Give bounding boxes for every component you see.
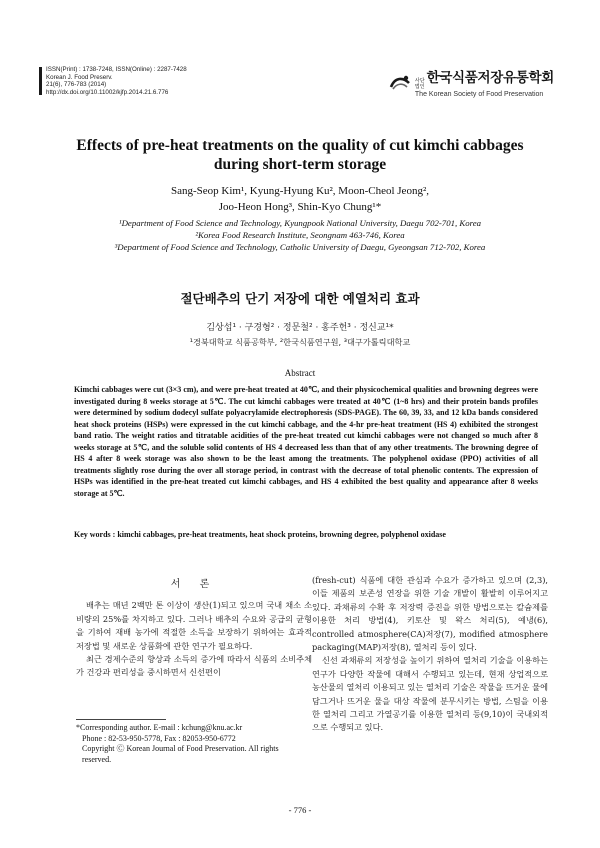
affiliation-list (40, 217, 560, 253)
body-column-right (312, 574, 548, 735)
society-emblem-icon (389, 73, 411, 91)
footnote-corresponding: *Corresponding author. E-mail : kchung@knu.ac.kr (76, 723, 243, 732)
korean-authors: 김상섭¹ · 구경형² · 정문철² · 홍주헌³ · 정신교¹* (206, 323, 394, 333)
title-line: Effects of pre-heat treatments on the quality of cut kimchi cabbages (76, 137, 524, 154)
meta-line-issn: ISSN(Print) : 1738-7248, ISSN(Online) : 2287-7428 (46, 66, 187, 73)
affiliation-3: ³Department of Food Science and Technology, Catholic University of Daegu, Gyeongsan 712-702, Korea (114, 242, 486, 252)
meta-line-journal: Korean J. Food Preserv. (46, 73, 113, 81)
society-name-korean: 한국식품저장유통학회 (426, 70, 554, 86)
meta-bar (39, 67, 42, 95)
abstract-body: Kimchi cabbages were cut (3×3 cm), and were pre-heat treated at 40℃, and their physicochemical qualities and browning degrees were investigated during 8 weeks storage at 5℃. The cut kimchi cabbages were treated at 40℃ (1~8 hrs) and their protein bands profiles were determined by sodium dodecyl sulfate polyacrylamide electrophoresis (SDS-PAGE). The 60, 39, 33, and 12 kDa bands considered heat shock proteins (HSPs) were expressed in the cut kimchi cabbage, and the 4-hr pre-heat treatment (HS 4) exhibited the strongest band ratio. The weight ratios and titratable acidities of the pre-heat treated cut kimchi cabbages were not changed so much after 8 weeks storage at 5℃, and the soluble solid contents of HS 4 decreased less than that of any other treatments. The browning degree of HS 4 after 8 week storage was also shown to be the least among the treatments. The polyphenol oxidase (PPO) activities of all treatments slightly rose during the over all storage period, in contrast with the decrease of total phenolic contents. The expression of HSPs was identified in the pre-heat treated cut kimchi cabbages, and HS 4 exhibited the best quality and appearance after 8 weeks storage at 5℃. (74, 385, 538, 498)
korean-affiliations: ¹경북대학교 식품공학부, ²한국식품연구원, ³대구가톨릭대학교 (189, 337, 411, 347)
body-paragraph: (fresh-cut) 식품에 대한 관심과 수요가 증가하고 있으며 (2,3), 이들 제품의 보존성 연장을 위한 기술 개발이 활발히 이루어지고 있다. 과채류의 수확 후 저장력 증진을 위한 방법으로는 칼슘제를 이용한 처리 방법(4), 키토산 및 왁스 처리(5), 예냉(6), controlled atmosphere(CA)저장(7), modified atmosphere packaging(MAP)저장(8), 열처리 등이 있다. (312, 575, 548, 653)
footnote-copyright: Copyright Ⓒ Korean Journal of Food Preservation. All rights reserved. (82, 744, 279, 764)
page-number: - 776 - (288, 805, 312, 815)
society-name-english: The Korean Society of Food Preservation (414, 91, 544, 98)
affiliation-2: ²Korea Food Research Institute, Seongnam 463-746, Korea (195, 230, 405, 240)
meta-line-volume: 21(6), 776-783 (2014) (46, 81, 107, 89)
korean-title: 절단배추의 단기 저장에 대한 예열처리 효과 (180, 291, 420, 306)
title-line: during short-term storage (213, 156, 387, 173)
body-paragraph: 최근 경제수준의 향상과 소득의 증가에 따라서 식품의 소비주체가 건강과 편리성을 중시하면서 신선편이 (76, 654, 312, 678)
abstract-heading: Abstract (284, 368, 316, 378)
footnote (76, 723, 308, 765)
author-line: Joo-Heon Hong³, Shin-Kyo Chung¹* (218, 201, 382, 213)
keywords: Key words : kimchi cabbages, pre-heat treatments, heat shock proteins, browning degree, polyphenol oxidase (74, 530, 446, 539)
footnote-divider (76, 719, 166, 720)
meta-line-doi[interactable]: http://dx.doi.org/10.11002/kjfp.2014.21.6.776 (46, 88, 169, 96)
body-paragraph: 배추는 매년 2백만 톤 이상이 생산(1)되고 있으며 국내 채소 소비량의 25%를 차지하고 있다. 그러나 배추의 수요와 공급의 균형을 기하여 재배 농가에 적절한 소득을 보장하기 위하여는 효과적 저장법 및 새로운 상품화에 관한 연구가 필요하다. (76, 600, 312, 651)
body-column-left (76, 578, 312, 680)
journal-meta (46, 66, 187, 96)
section-heading: 서 론 (170, 579, 218, 590)
author-list (40, 183, 560, 215)
logo-small-bottom: 법인 (414, 83, 425, 90)
logo-small-top: 사단 (414, 78, 425, 84)
society-logo (389, 66, 554, 98)
affiliation-1: ¹Department of Food Science and Technology, Kyungpook National University, Daegu 702-701, Korea (118, 218, 482, 228)
body-paragraph: 신선 과채류의 저장성을 높이기 위하여 열처리 기술을 이용하는 연구가 다양한 작물에 대해서 수행되고 있는데, 현재 상업적으로 농산물의 열처리 이용되고 있는 열처리 기술은 작물을 뜨거운 물에 담그거나 뜨거운 물을 대상 작물에 분무시키는 방법, 스팀을 이용한 열처리 그리고 가열공기를 이용한 열처리 등(9,10)이 국내외적으로 수행되고 있다. (312, 655, 548, 733)
author-line: Sang-Seop Kim¹, Kyung-Hyung Ku², Moon-Cheol Jeong², (171, 185, 429, 197)
footnote-contact: Phone : 82-53-950-5778, Fax : 82053-950-6772 (82, 733, 236, 743)
paper-title (40, 136, 560, 174)
